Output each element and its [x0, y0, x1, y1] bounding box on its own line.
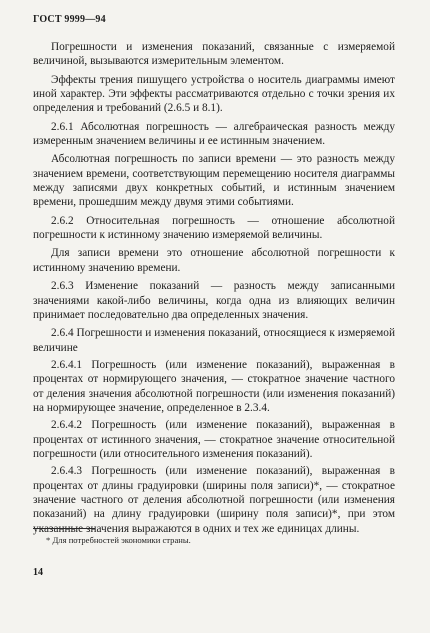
paragraph-2-6-3: 2.6.3 Изменение показаний — разность между записанными значениями какой-либо величины, когда одна из влияющих величин принимает последовательно два определенных значения. — [33, 280, 395, 321]
paragraph-2-6-4-3: 2.6.4.3 Погрешность (или изменение показаний), выраженная в процентах от длины градуировки (ширины поля записи)*, — стократное значение частного от деления абсолютной погрешности (или изменения показаний) на длину градуировки (ширину поля записи)*, при этом указанные значения выражаются в одних и тех же единицах длины. — [33, 465, 395, 535]
paragraph-2-6-4-1: 2.6.4.1 Погрешность (или изменение показаний), выраженная в процентах от нормирующего значения, — стократное значение частного от деления значения абсолютной погрешности (или изменения показаний) на нормирующее значение, определенное в 2.3.4. — [33, 358, 395, 414]
paragraph-2-6-1: 2.6.1 Абсолютная погрешность — алгебраическая разность между измеренным значением величины и ее истинным значением. — [33, 120, 395, 148]
paragraph: Эффекты трения пишущего устройства о носитель диаграммы имеют иной характер. Эти эффекты рассматриваются отдельно с точки зрения их определения и требований (2.6.5 и 8.1). — [33, 73, 395, 115]
body-text — [33, 40, 395, 539]
paragraph: Погрешности и изменения показаний, связанные с измеряемой величиной, вызываются измерительным элементом. — [33, 41, 395, 68]
paragraph-2-6-4: 2.6.4 Погрешности и изменения показаний, относящиеся к измеряемой величине — [33, 327, 395, 354]
paragraph-2-6-4-2: 2.6.4.2 Погрешность (или изменение показаний), выраженная в процентах от истинного значения, — стократное значение относительной погрешности (или относительного изменения показаний). — [33, 419, 395, 460]
footnote-divider — [33, 528, 95, 529]
paragraph-2-6-2: 2.6.2 Относительная погрешность — отношение абсолютной погрешности к истинному значению измеряемой величины. — [33, 214, 395, 242]
page-number: 14 — [33, 567, 43, 578]
standard-header: ГОСТ 9999—94 — [33, 14, 106, 25]
paragraph: Для записи времени это отношение абсолютной погрешности к истинному значению времени. — [33, 247, 395, 274]
paragraph: Абсолютная погрешность по записи времени — это разность между значением времени, соответствующим перемещению носителя диаграммы между записями двух конкретных событий, и истинным значением времени, прошедшим между двумя этими событиями. — [33, 153, 395, 209]
footnote: * Для потребностей экономики страны. — [46, 535, 191, 545]
